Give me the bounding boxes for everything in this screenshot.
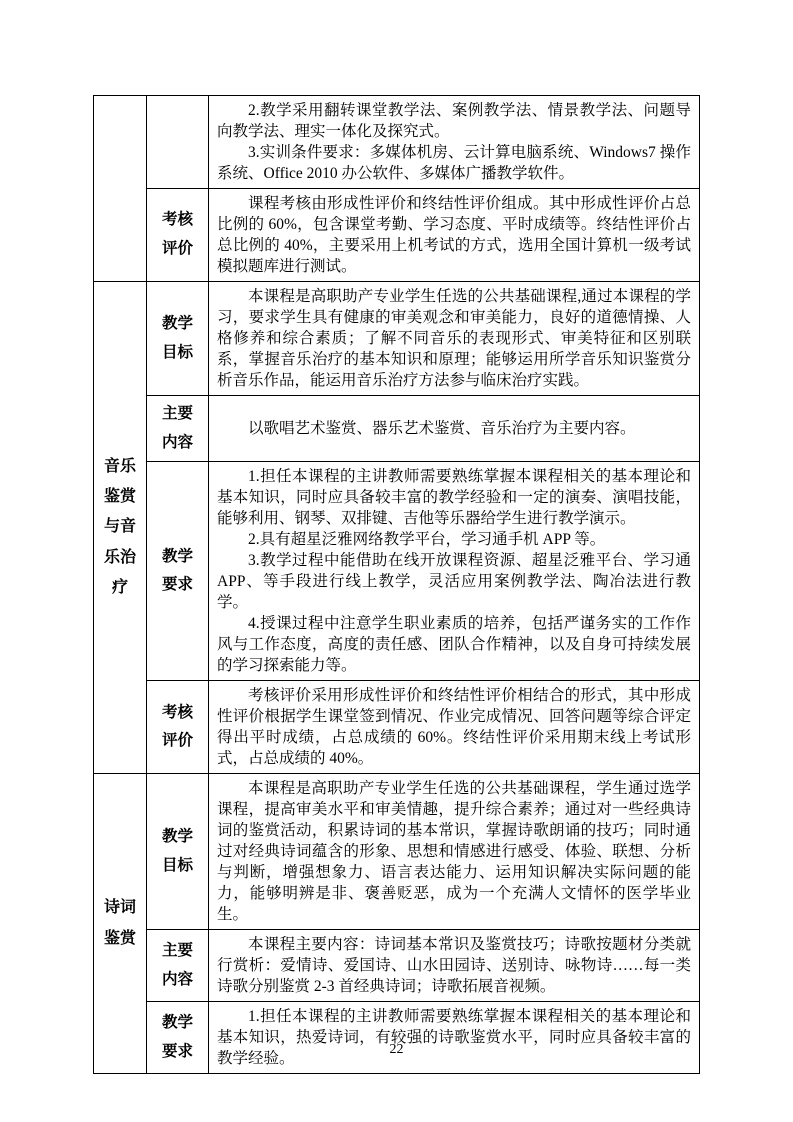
paragraph: 3.实训条件要求：多媒体机房、云计算电脑系统、Windows7 操作系统、Office 2010 办公软件、多媒体广播教学软件。	[217, 144, 691, 182]
table-row-goal	[94, 774, 700, 930]
course-cell-poetry	[94, 774, 147, 1074]
table-row-main-content	[94, 396, 700, 462]
course-cell-music	[94, 282, 147, 774]
row-label-text: 主要内容	[162, 942, 194, 988]
paragraph: 课程考核由形成性评价和终结性评价组成。其中形成性评价占总比例的 60%，包含课堂考勤、学习态度、平时成绩等。终结性评价占总比例的 40%，主要采用上机考试的方式，选用全国计算机一级考试模拟题库进行测试。	[217, 195, 691, 275]
table-row-main-content	[94, 930, 700, 1002]
paragraph: 2.具有超星泛雅网络教学平台，学习通手机 APP 等。	[248, 531, 606, 549]
table-row-requirements-continued	[94, 96, 700, 189]
row-label-assessment	[147, 681, 209, 774]
row-label-assessment	[147, 189, 209, 282]
paragraph: 1.担任本课程的主讲教师需要熟练掌握本课程相关的基本理论和基本知识，同时应具备较丰富的教学经验和一定的演奏、演唱技能，能够利用、钢琴、双排键、吉他等乐器给学生进行教学演示。	[217, 468, 691, 528]
table-row-assessment	[94, 681, 700, 774]
content-cell-requirements	[209, 1002, 700, 1074]
table-row-goal	[94, 282, 700, 396]
paragraph: 1.担任本课程的主讲教师需要熟练掌握本课程相关的基本理论和基本知识，热爱诗词，有较强的诗歌鉴赏水平，同时应具备较丰富的教学经验。	[217, 1008, 691, 1068]
row-label-text: 主要内容	[162, 405, 194, 451]
row-label-text: 教学目标	[162, 314, 194, 361]
paragraph: 3.教学过程中能借助在线开放课程资源、超星泛雅平台、学习通 APP、等手段进行线上教学，灵活应用案例教学法、陶冶法进行教学。	[217, 552, 691, 612]
paragraph: 以歌唱艺术鉴赏、器乐艺术鉴赏、音乐治疗为主要内容。	[248, 420, 636, 438]
row-label-goal	[147, 774, 209, 930]
course-name-text: 音乐鉴赏与音乐治疗	[104, 457, 137, 597]
content-cell-requirements	[209, 462, 700, 681]
row-label-requirements	[147, 1002, 209, 1074]
table-row-requirements	[94, 462, 700, 681]
content-cell-assessment	[209, 189, 700, 282]
row-label-goal	[147, 282, 209, 396]
table-row-requirements	[94, 1002, 700, 1074]
row-label-main-content	[147, 396, 209, 462]
paragraph: 4.授课过程中注意学生职业素质的培养，包括严谨务实的工作作风与工作态度，高度的责任感、团队合作精神，以及自身可持续发展的学习探索能力等。	[217, 615, 691, 675]
page-number: 22	[389, 1042, 404, 1057]
course-name-text: 诗词鉴赏	[104, 899, 137, 947]
row-label-text: 教学目标	[162, 828, 194, 874]
row-label-main-content	[147, 930, 209, 1002]
content-cell-assessment	[209, 681, 700, 774]
paragraph: 本课程是高职助产专业学生任选的公共基础课程，学生通过选学课程，提高审美水平和审美情趣，提升综合素养；通过对一些经典诗词的鉴赏活动，积累诗词的基本常识，掌握诗歌朗诵的技巧；同时通过对经典诗词蕴含的形象、思想和情感进行感受、体验、联想、分析与判断，增强想象力、语言表达能力、运用知识解决实际问题的能力，能够明辨是非、褒善贬恶，成为一个充满人文情怀的医学毕业生。	[217, 780, 691, 924]
course-syllabus-table	[93, 95, 700, 1074]
row-label-empty	[147, 96, 209, 189]
paragraph: 2.教学采用翻转课堂教学法、案例教学法、情景教学法、问题导向教学法、理实一体化及探究式。	[217, 102, 691, 140]
content-cell-main-content	[209, 396, 700, 462]
content-cell-requirements-continued	[209, 96, 700, 189]
row-label-text: 教学要求	[162, 1014, 194, 1060]
table-row-assessment	[94, 189, 700, 282]
course-cell-continuation	[94, 96, 147, 282]
content-cell-goal	[209, 282, 700, 396]
content-cell-goal	[209, 774, 700, 930]
row-label-text: 教学要求	[162, 547, 194, 594]
paragraph: 本课程主要内容：诗词基本常识及鉴赏技巧；诗歌按题材分类就行赏析：爱情诗、爱国诗、山水田园诗、送别诗、咏物诗……每一类诗歌分别鉴赏 2-3 首经典诗词；诗歌拓展音视频。	[217, 936, 691, 996]
paragraph: 本课程是高职助产专业学生任选的公共基础课程,通过本课程的学习，要求学生具有健康的审美观念和审美能力，良好的道德情操、人格修养和综合素质；了解不同音乐的表现形式、审美特征和区别联系，掌握音乐治疗的基本知识和原理；能够运用所学音乐知识鉴赏分析音乐作品，能运用音乐治疗方法参与临床治疗实践。	[217, 288, 691, 389]
row-label-text: 考核评价	[162, 211, 194, 257]
row-label-text: 考核评价	[162, 703, 194, 750]
paragraph: 考核评价采用形成性评价和终结性评价相结合的形式，其中形成性评价根据学生课堂签到情况、作业完成情况、回答问题等综合评定得出平时成绩，占总成绩的 60%。终结性评价采用期末线上考试形式，占总成绩的 40%。	[217, 687, 691, 768]
content-cell-main-content	[209, 930, 700, 1002]
row-label-requirements	[147, 462, 209, 681]
